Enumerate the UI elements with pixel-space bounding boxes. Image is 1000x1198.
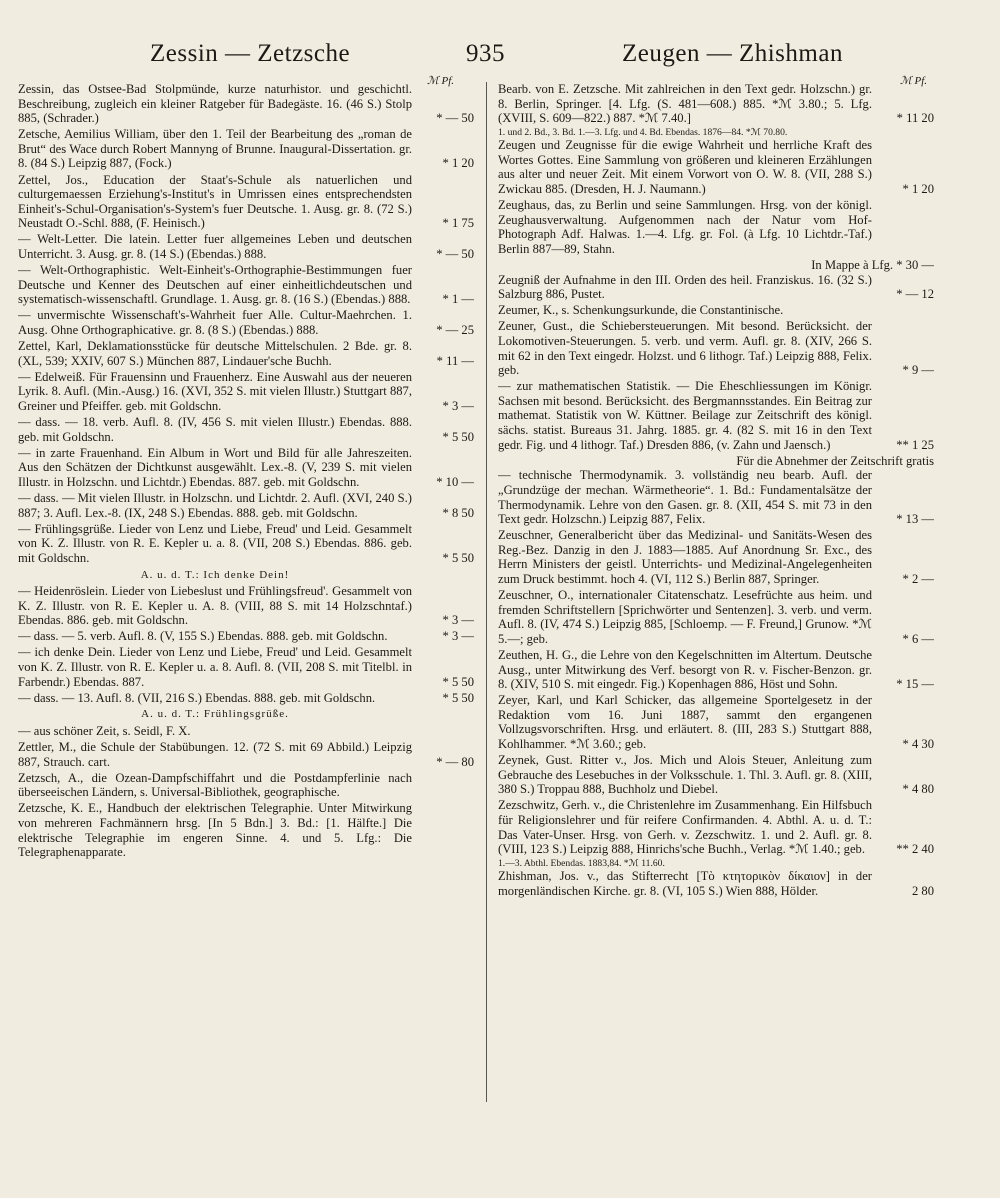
entry-text: Bearb. von E. Zetzsche. Mit zahlreichen in den Text gedr. Holzschn.) gr. 8. Berlin, Springer. [4. Lfg. (S. 481—608.) 885. *ℳ 3.80.; 5. Lfg. (XVIII, S. 609—822.) 887. *ℳ 7.40.] <box>498 82 872 126</box>
entry-price: * 3 — <box>442 398 474 413</box>
entry-text: Zessin, das Ostsee-Bad Stolpmünde, kurze naturhistor. und geschichtl. Beschreibung, zugleich ein kleiner Ratgeber für Badegäste. 16. (46 S.) Stolp 885, (Schrader.) <box>18 82 412 126</box>
entry-text: Zeyer, Karl, und Karl Schicker, das allgemeine Sportelgesetz in der Redaktion vom 16. Juni 1887, sammt den ergangenen Vollzugsvorschriften. Hrsg. und erläutert. 8. (III, 283 S.) Stuttgart 888, Kohlhammer. *ℳ 3.60.; geb. <box>498 693 872 752</box>
catalog-entry <box>498 798 934 856</box>
catalog-entry <box>498 82 934 126</box>
price-remark-line: Für die Abnehmer der Zeitschrift gratis <box>736 453 934 468</box>
alt-title-line: A. u. d. T.: Ich denke Dein! <box>140 568 290 581</box>
catalog-entry <box>18 263 474 307</box>
entry-text: — dass. — 13. Aufl. 8. (VII, 216 S.) Ebendas. 888. geb. mit Goldschn. <box>18 690 376 705</box>
entry-text: — Heidenröslein. Lieder von Liebeslust und Frühlingsfreud'. Gesammelt von K. Z. Illustr. von R. E. Kepler u. A. 8. (VIII, 88 S. mit 14 Holzschntaf.) Ebendas. 886. geb. mit Goldschn. <box>18 584 412 628</box>
entry-price: * 15 — <box>896 677 934 692</box>
catalog-entry <box>498 379 934 452</box>
catalog-entry <box>18 339 474 368</box>
catalog-entry <box>498 198 934 256</box>
entry-price: * 1 75 <box>442 216 474 231</box>
catalog-entry <box>498 319 934 377</box>
catalog-entry <box>498 693 934 751</box>
entry-text: Zettler, M., die Schule der Stabübungen. 12. (72 S. mit 69 Abbild.) Leipzig 887, Strauch. cart. <box>18 740 412 769</box>
column-divider <box>486 82 487 1102</box>
entry-price: 2 80 <box>911 883 934 898</box>
catalog-entry <box>498 303 934 318</box>
entry-price: * 3 — <box>442 629 474 644</box>
entry-text: — unvermischte Wissenschaft's-Wahrheit fuer Alle. Cultur-Maehrchen. 1. Ausg. Ohne Orthographicative. gr. 8. (8 S.) (Ebendas.) 888. <box>18 308 412 337</box>
entry-text: — in zarte Frauenhand. Ein Album in Wort und Bild für alle Jahreszeiten. Aus den Schätzen der Dichtkunst ausgewählt. Lex.-8. (V, 239 S. mit vielen Illustr. in Holzschn. und Lichtdr.) Ebendas. 887. geb. mit Goldschn. <box>18 445 412 489</box>
catalog-entry <box>18 82 474 126</box>
entry-text: Zeuschner, Generalbericht über das Medizinal- und Sanitäts-Wesen des Reg.-Bez. Danzig in den J. 1883—1885. Auf Anordnung Sr. Exc., des Herrn Ministers der geistl. Unterrichts- und Medizinal-Angelegenheiten zum Druck bestimmt. hoch 4. (VI, 112 S.) Berlin 887, Springer. <box>498 528 872 586</box>
header-right-title: Zeugen — Zhishman <box>622 40 843 67</box>
catalog-entry <box>498 273 934 302</box>
entry-price: * 6 — <box>902 631 934 646</box>
entry-text: Zetzsche, K. E., Handbuch der elektrischen Telegraphie. Unter Mitwirkung von mehreren Fachmännern hrsg. [In 5 Bdn.] 3. Bd.: [1. Hälfte.] Die elektrische Telegraphie im engeren Sinne. 4. und 5. Lfg.: Die Telegraphenapparate. <box>18 801 412 860</box>
catalog-entry <box>18 127 474 171</box>
entry-price: * 4 30 <box>902 737 934 752</box>
price-remark-line: In Mappe à Lfg. * 30 — <box>811 258 934 273</box>
entry-text: — Welt-Letter. Die latein. Letter fuer allgemeines Leben und deutschen Unterricht. 3. Ausg. gr. 8. (14 S.) (Ebendas.) 888. <box>18 232 412 262</box>
catalog-entry <box>18 645 474 689</box>
entry-note: 1. und 2. Bd., 3. Bd. 1.—3. Lfg. und 4. Bd. Ebendas. 1876—84. *ℳ 70.80. <box>498 127 788 139</box>
entry-text: Zezschwitz, Gerh. v., die Christenlehre im Zusammenhang. Ein Hilfsbuch für Religionslehrer und für reifere Confirmanden. 4. Abthl. A. u. d. T.: Das Vater-Unser. Hrsg. von Gerh. v. Zezschwitz. 1. und 2. Aufl. gr. 8. (VIII, 123 S.) Leipzig 888, Hinrichs'sche Buchh., Verlag. *ℳ 1.40.; geb. <box>498 798 872 857</box>
catalog-entry <box>18 308 474 337</box>
entry-price: * 11 20 <box>896 111 934 126</box>
catalog-entry <box>18 740 474 769</box>
header-left-title: Zessin — Zetzsche <box>150 40 351 67</box>
catalog-entry <box>18 584 474 628</box>
catalog-entry <box>18 629 474 644</box>
entry-text: Zeuthen, H. G., die Lehre von den Kegelschnitten im Altertum. Deutsche Ausg., unter Mitwirkung des Verf. besorgt von R. v. Fischer-Benzon. gr. 8. (XIV, 510 S. mit eingedr. Fig.) Kopenhagen 886, Höst und Sohn. <box>498 647 872 692</box>
entry-text: — aus schöner Zeit, s. Seidl, F. X. <box>18 723 191 738</box>
entry-text: Zettel, Karl, Deklamationsstücke für deutsche Mittelschulen. 2 Bde. gr. 8. (XL, 539; XXIV, 607 S.) München 887, Lindauer'sche Buchh. <box>18 339 412 368</box>
entry-price: * — 50 <box>436 111 474 126</box>
entry-text: — dass. — 18. verb. Aufl. 8. (IV, 456 S. mit vielen Illustr.) Ebendas. 888. geb. mit Goldschn. <box>18 415 412 444</box>
entry-text: Zetzsch, A., die Ozean-Dampfschiffahrt und die Postdampferlinie nach überseeischen Ländern, s. Universal-Bibliothek, geographische. <box>18 770 412 800</box>
entry-text: — dass. — 5. verb. Aufl. 8. (V, 155 S.) Ebendas. 888. geb. mit Goldschn. <box>18 629 388 644</box>
entry-text: Zetsche, Aemilius William, über den 1. Teil der Bearbeitung des „roman de Brut“ des Wace durch Robert Mannyng of Brunne. Inaugural-Dissertation. gr. 8. (84 S.) Leipzig 887, (Fock.) <box>18 127 412 171</box>
page-number: 935 <box>466 40 505 67</box>
entry-text: — Edelweiß. Für Frauensinn und Frauenherz. Eine Auswahl aus der neueren Lyrik. 8. Aufl. (Min.-Ausg.) 16. (XVI, 352 S. mit vielen Illustr.) Stuttgart 887, Greiner und Pfeiffer. geb. mit Goldschn. <box>18 369 412 413</box>
entry-price: * 4 80 <box>902 782 934 797</box>
catalog-entry <box>18 415 474 444</box>
catalog-entry <box>498 753 934 797</box>
entry-text: Zeuner, Gust., die Schiebersteuerungen. Mit besond. Berücksicht. der Lokomotiven-Steuerungen. 5. verb. und verm. Aufl. gr. 8. (XIV, 266 S. mit 62 in den Text eingedr. Holzst. und 6 lithogr. Taf.) Leipzig 888, Felix. geb. <box>498 319 872 378</box>
entry-text: Zeugniß der Aufnahme in den III. Orden des heil. Franziskus. 16. (32 S.) Salzburg 886, Pustet. <box>498 272 872 302</box>
entry-price: * 9 — <box>902 363 934 378</box>
entry-price: ** 2 40 <box>896 842 934 857</box>
entry-price: * 13 — <box>896 512 934 527</box>
entry-price: * 5 50 <box>442 429 474 444</box>
catalog-entry <box>18 173 474 231</box>
entry-price: * 2 — <box>902 572 934 586</box>
entry-price: * 8 50 <box>442 505 474 520</box>
catalog-entry <box>498 648 934 692</box>
entry-price: * 5 50 <box>442 690 474 705</box>
catalog-entry <box>18 232 474 261</box>
entry-text: Zeumer, K., s. Schenkungsurkunde, die Constantinische. <box>498 303 784 318</box>
catalog-entry <box>18 522 474 566</box>
entry-price: * — 12 <box>896 287 934 302</box>
price-column-head-left: ℳ Pf. <box>427 75 455 87</box>
catalog-entry <box>498 468 934 526</box>
catalog-entry <box>18 446 474 490</box>
entry-price: * 1 20 <box>902 182 934 197</box>
entry-text: — ich denke Dein. Lieder von Lenz und Liebe, Freud' und Leid. Gesammelt von K. Z. Illustr. von R. E. Kepler u. a. 8. Aufl. 8. (VII, 208 S. mit Titelbl. in Farbendr.) Ebendas. 887. <box>18 645 412 689</box>
entry-text: — zur mathematischen Statistik. — Die Eheschliessungen im Königr. Sachsen mit besond. Berücksicht. des Bergmannsstandes. Ein Beitrag zur mathemat. Statistik von W. Küttner. Beilage zur Zeitschrift des königl. sächs. statist. Bureaus 31. Jahrg. 1885. gr. 4. (82 S. mit 16 in den Text gedr. Fig. und 4 lithogr. Taf.) Dresden 886, (v. Zahn und Jaensch.) <box>498 379 872 452</box>
left-column <box>18 82 474 1112</box>
entry-price: ** 1 25 <box>896 437 934 452</box>
catalog-entry <box>18 691 474 706</box>
entry-text: Zeughaus, das, zu Berlin und seine Sammlungen. Hrsg. von der königl. Zeughausverwaltung. Aufgenommen nach der Natur vom Hof-Photograph Adf. Halwas. 1.—4. Lfg. gr. Fol. (à Lfg. 10 Lichtdr.-Taf.) Berlin 887—89, Stahn. <box>498 198 872 256</box>
entry-text: — Welt-Orthographistic. Welt-Einheit's-Orthographie-Bestimmungen fuer Deutsche und Kenner des Deutschen auf einer einheitlichdeutschen und systematisch-wissenschaftl. Grundlage. 1. Ausg. gr. 8. (16 S.) (Ebendas.) 888. <box>18 263 412 307</box>
entry-note: 1.—3. Abthl. Ebendas. 1883,84. *ℳ 11.60. <box>498 858 665 870</box>
page-header <box>0 40 1000 76</box>
entry-price: * 1 20 <box>442 156 474 171</box>
entry-text: Zhishman, Jos. v., das Stifterrecht [Τὸ κτητορικὸν δίκαιον] in der morgenländischen Kirche. gr. 8. (VI, 105 S.) Wien 888, Hölder. <box>498 869 872 898</box>
catalog-entry <box>498 138 934 196</box>
entry-price: * 11 — <box>436 353 474 368</box>
entry-text: Zeynek, Gust. Ritter v., Jos. Mich und Alois Steuer, Anleitung zum Gebrauche des Lesebuches in der Volksschule. 1. Thl. 3. Aufl. gr. 8. (XIII, 380 S.) Troppau 888, Buchholz und Diebel. <box>498 753 872 797</box>
catalog-entry <box>18 370 474 414</box>
catalog-entry <box>18 801 474 859</box>
entry-price: * — 25 <box>436 323 474 337</box>
entry-text: Zeuschner, O., internationaler Citatenschatz. Lesefrüchte aus heim. und fremden Schriftstellern [Sprichwörter und Sentenzen]. 3. verb. und verm. Aufl. 8. (IV, 474 S.) Leipzig 885, [Schloemp. — F. Freund,] Grunow. *ℳ 5.—; geb. <box>498 588 872 646</box>
catalog-entry <box>18 724 474 739</box>
entry-price: * 5 50 <box>442 674 474 689</box>
catalog-entry <box>498 588 934 646</box>
entry-price: * — 50 <box>436 247 474 262</box>
right-column <box>498 82 934 1112</box>
catalog-entry <box>18 491 474 520</box>
entry-text: — Frühlingsgrüße. Lieder von Lenz und Liebe, Freud' und Leid. Gesammelt von K. Z. Illustr. von R. E. Kepler u. a. 8. (VII, 208 S.) Ebendas. 886. geb. mit Goldschn. <box>18 521 412 565</box>
entry-price: * 1 — <box>442 292 474 307</box>
catalog-entry <box>498 869 934 898</box>
entry-price: * 10 — <box>436 474 474 489</box>
catalog-entry <box>498 528 934 586</box>
entry-text: Zettel, Jos., Education der Staat's-Schule als natuerlichen und culturgemaessen Erziehung's-Institut's in Umrissen eines entsprechendsten Einheit's-Schul-Organisation's-System's fuer Deutsche. 1. Ausg. gr. 8. (72 S.) Neustadt O.-Schl. 888, (F. Heinisch.) <box>18 172 412 231</box>
entry-text: — dass. — Mit vielen Illustr. in Holzschn. und Lichtdr. 2. Aufl. (XVI, 240 S.) 887; 3. Aufl. Lex.-8. (IX, 248 S.) Ebendas. 888. geb. mit Goldschn. <box>18 491 412 520</box>
catalog-entry <box>18 771 474 800</box>
price-column-head-right: ℳ Pf. <box>900 75 928 87</box>
entry-price: * 3 — <box>442 613 474 628</box>
entry-text: Zeugen und Zeugnisse für die ewige Wahrheit und herrliche Kraft des Wortes Gottes. Eine Sammlung von größeren und kleineren Erzählungen aus alter und neuer Zeit. Mit einem Vorwort von O. W. 8. (VII, 288 S.) Zwickau 885. (Dresden, H. J. Naumann.) <box>498 138 872 197</box>
alt-title-line: A. u. d. T.: Frühlingsgrüße. <box>141 708 289 721</box>
entry-price: * 5 50 <box>442 550 474 565</box>
entry-price: * — 80 <box>436 754 474 769</box>
entry-text: — technische Thermodynamik. 3. vollständig neu bearb. Aufl. der „Grundzüge der mechan. Wärmetheorie“. 1. Bd.: Fundamentalsätze der Thermodynamik. Lehre von den Gasen. gr. 8. (XII, 454 S. mit 73 in den Text gedr. Holzschn.) Leipzig 887, Felix. <box>498 468 872 527</box>
